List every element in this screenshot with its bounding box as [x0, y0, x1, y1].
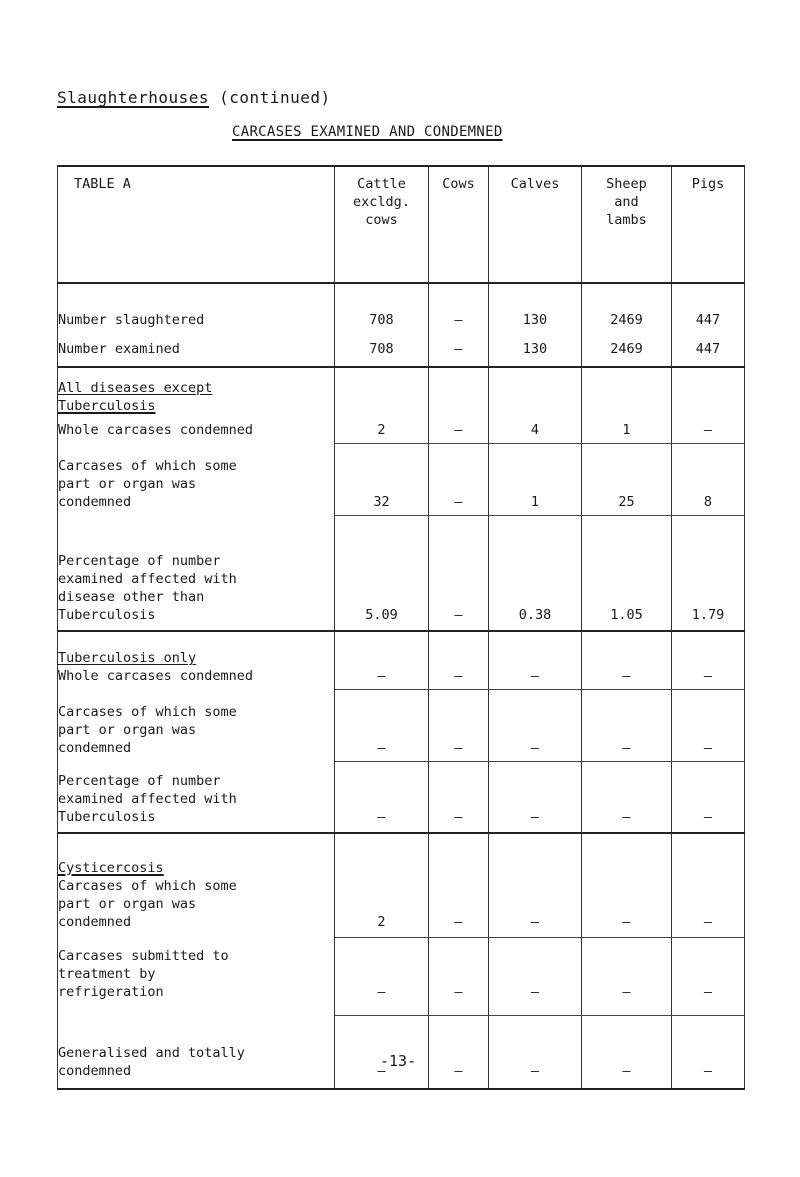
table-cell: – — [429, 367, 489, 443]
column-header-line: Cows — [442, 176, 475, 192]
table-cell: – — [582, 1015, 672, 1089]
row-label-text: Tuberculosis — [58, 607, 156, 623]
row-label-text: Carcases submitted to — [58, 948, 229, 964]
table-cell: 5.09 — [335, 515, 429, 631]
table-cell: – — [582, 833, 672, 937]
row-label-text: Carcases of which some — [58, 704, 237, 720]
table-cell: 1.05 — [582, 515, 672, 631]
table-row — [58, 283, 745, 329]
table-cell: – — [429, 1015, 489, 1089]
column-header-calves — [489, 166, 582, 283]
table-cell: – — [672, 631, 745, 689]
table-cell: – — [429, 689, 489, 761]
table-cell: 2 — [335, 833, 429, 937]
row-label-text: refrigeration — [58, 984, 164, 1000]
table-cell: – — [335, 761, 429, 833]
section-suffix: (continued) — [219, 88, 331, 107]
table-cell: – — [429, 283, 489, 329]
row-label-text: examined affected with — [58, 791, 237, 807]
page-number: -13- — [380, 1052, 417, 1070]
row-label — [58, 937, 335, 1015]
table-cell: – — [429, 937, 489, 1015]
table-row — [58, 833, 745, 937]
row-label-text: Percentage of number — [58, 773, 221, 789]
row-label-text: condemned — [58, 740, 132, 756]
table-cell: – — [489, 1015, 582, 1089]
column-header-line: and — [614, 194, 639, 210]
row-label: Number slaughtered — [58, 283, 335, 329]
table-cell: – — [335, 1015, 429, 1089]
table-cell: 2 — [335, 367, 429, 443]
table-cell: – — [429, 833, 489, 937]
table-cell: 1.79 — [672, 515, 745, 631]
table-row — [58, 515, 745, 631]
row-label — [58, 631, 335, 689]
row-label-text: condemned — [58, 494, 132, 510]
table-cell: – — [582, 761, 672, 833]
table-cell: – — [335, 937, 429, 1015]
table-row — [58, 443, 745, 515]
table-cell: – — [429, 329, 489, 367]
row-label-text: Percentage of number — [58, 553, 221, 569]
row-label-text: Tuberculosis — [58, 809, 156, 825]
table-cell: 708 — [335, 329, 429, 367]
table-cell: 4 — [489, 367, 582, 443]
table-cell: – — [582, 631, 672, 689]
row-label — [58, 689, 335, 761]
table-cell: – — [429, 631, 489, 689]
column-header-line: lambs — [606, 212, 647, 228]
row-label-text: Whole carcases condemned — [58, 422, 254, 438]
table-cell: – — [582, 689, 672, 761]
row-label-text: part or organ was — [58, 896, 197, 912]
table-row — [58, 761, 745, 833]
table-header-row — [58, 166, 745, 283]
column-header-line: cows — [365, 212, 398, 228]
table-row — [58, 689, 745, 761]
row-label-text: Generalised and totally — [58, 1045, 245, 1061]
table-cell: 25 — [582, 443, 672, 515]
table-cell: 447 — [672, 329, 745, 367]
table-cell: 130 — [489, 283, 582, 329]
row-label-text: Carcases of which some — [58, 458, 237, 474]
row-label — [58, 367, 335, 443]
section-heading — [57, 88, 331, 107]
column-header-pigs — [672, 166, 745, 283]
table-cell: 1 — [582, 367, 672, 443]
table-cell: 8 — [672, 443, 745, 515]
table-cell: – — [429, 443, 489, 515]
table-cell: – — [489, 833, 582, 937]
group-heading: All diseases except — [58, 380, 213, 396]
table-cell: 1 — [489, 443, 582, 515]
column-header-line: Pigs — [691, 176, 725, 192]
table-cell: – — [429, 515, 489, 631]
row-label — [58, 515, 335, 631]
row-label-text: examined affected with — [58, 571, 237, 587]
table-cell: 708 — [335, 283, 429, 329]
group-heading: Tuberculosis — [58, 398, 156, 414]
table-row — [58, 937, 745, 1015]
table-row — [58, 367, 745, 443]
table-cell: 32 — [335, 443, 429, 515]
row-label — [58, 761, 335, 833]
table-cell: – — [489, 631, 582, 689]
table-cell: – — [672, 761, 745, 833]
row-label-text: disease other than — [58, 589, 205, 605]
carcases-table — [57, 165, 745, 1090]
table-cell: – — [672, 689, 745, 761]
table-cell: – — [672, 833, 745, 937]
table-cell: 2469 — [582, 283, 672, 329]
row-label-text: part or organ was — [58, 476, 197, 492]
section-title: Slaughterhouses — [57, 88, 209, 107]
table-cell: – — [672, 1015, 745, 1089]
table-cell: – — [672, 937, 745, 1015]
row-label — [58, 833, 335, 937]
row-label-text: Carcases of which some — [58, 878, 237, 894]
column-header-cattle — [335, 166, 429, 283]
row-label-text: treatment by — [58, 966, 156, 982]
group-heading: Cysticercosis — [58, 860, 164, 876]
column-header-line: Sheep — [606, 176, 647, 192]
column-header-line: excldg. — [353, 194, 410, 210]
table-cell: – — [489, 689, 582, 761]
table-cell: – — [489, 937, 582, 1015]
table-cell: 130 — [489, 329, 582, 367]
table-cell: – — [335, 689, 429, 761]
table-cell: – — [582, 937, 672, 1015]
table-label: TABLE A — [58, 166, 335, 283]
row-label-text: part or organ was — [58, 722, 197, 738]
table-cell: – — [335, 631, 429, 689]
row-label-text: condemned — [58, 1063, 132, 1079]
group-heading: Tuberculosis only — [58, 650, 197, 666]
column-header-line: Calves — [510, 176, 560, 192]
column-header-sheep — [582, 166, 672, 283]
table-row — [58, 329, 745, 367]
table-cell: 2469 — [582, 329, 672, 367]
column-header-line: Cattle — [357, 176, 406, 192]
row-label-text: condemned — [58, 914, 132, 930]
table-cell: – — [672, 367, 745, 443]
table-cell: – — [429, 761, 489, 833]
row-label — [58, 443, 335, 515]
row-label: Number examined — [58, 329, 335, 367]
table-subtitle: CARCASES EXAMINED AND CONDEMNED — [232, 124, 503, 140]
row-label-text: Whole carcases condemned — [58, 668, 254, 684]
table-cell: 0.38 — [489, 515, 582, 631]
column-header-cows — [429, 166, 489, 283]
row-label — [58, 1015, 335, 1089]
table-cell: 447 — [672, 283, 745, 329]
table-row — [58, 631, 745, 689]
table-cell: – — [489, 761, 582, 833]
